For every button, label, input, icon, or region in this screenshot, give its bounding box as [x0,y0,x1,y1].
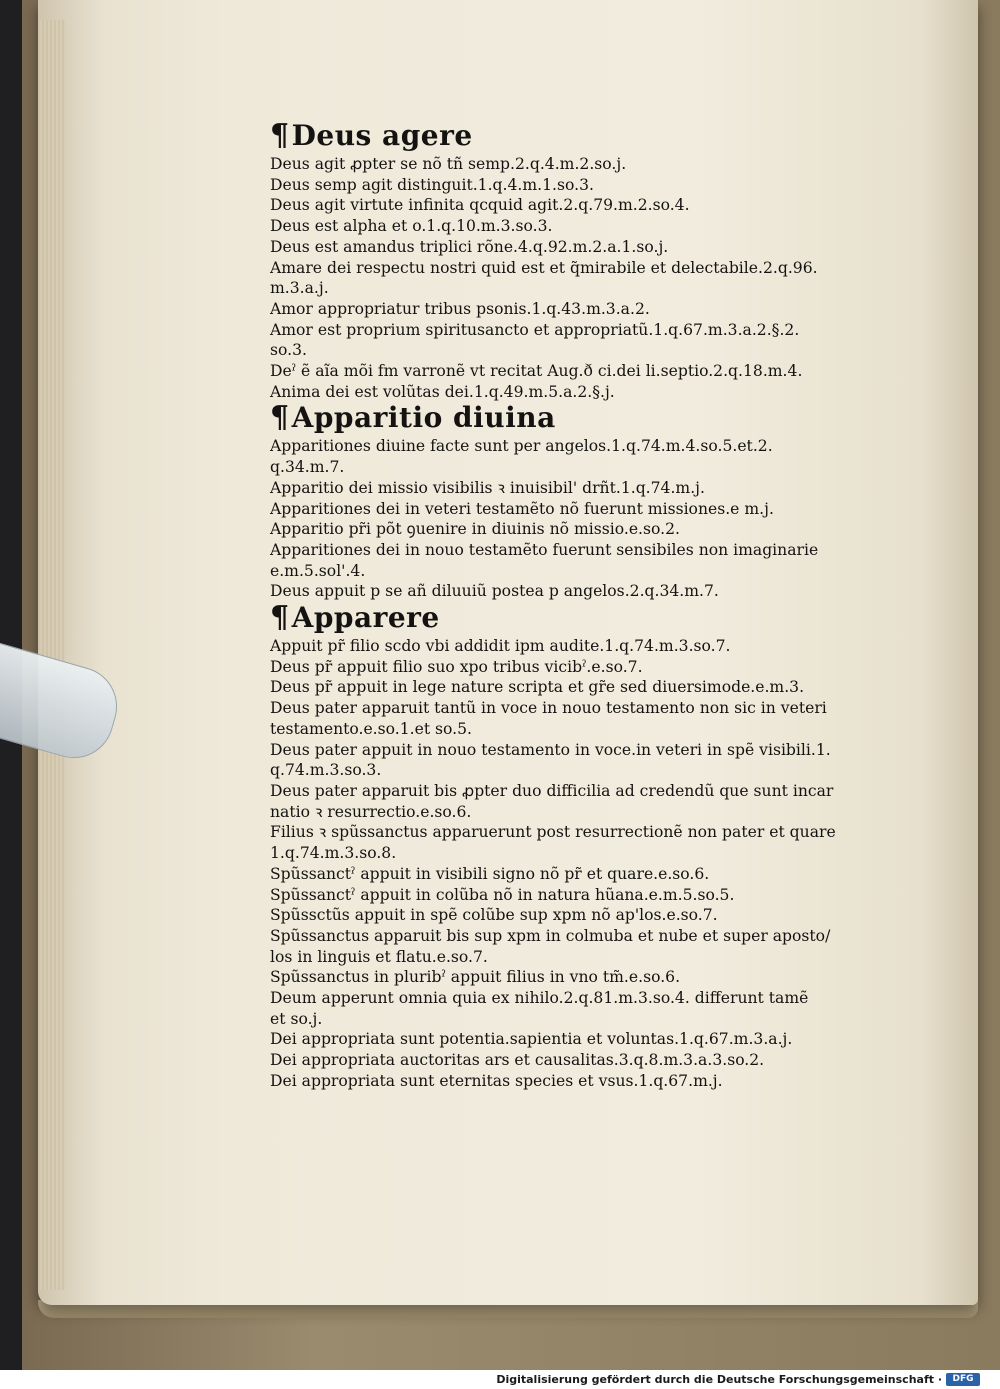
index-entry-line: Deus appuit p se añ diluuiũ postea p angelos.2.q.34.m.7. [270,582,719,601]
footer-bar [0,1370,1000,1389]
index-entry-line: Apparitiones dei in nouo testamẽto fuerunt sensibiles non imaginarie [270,540,819,559]
section-heading [270,602,910,634]
index-entry-line: Deus pr̃ appuit filio suo xpo tribus vicibˀ.e.so.7. [270,657,643,676]
index-entry-line: q.34.m.7. [270,458,345,477]
index-entry-line: Anima dei est volũtas dei.1.q.49.m.5.a.2.§.j. [270,382,615,401]
index-entry-line: Spũssanctus apparuit bis sup xpm in colmuba et nube et super aposto/ [270,926,831,945]
index-entry-line: Spũssanctˀ appuit in visibili signo nõ pr̃ et quare.e.so.6. [270,864,710,883]
section-heading-text: Apparitio diuina [291,401,556,435]
index-entry-line: Apparitiones dei in veteri testamẽto nõ fuerunt missiones.e m.j. [270,499,774,518]
pilcrow-icon: ¶ [270,118,290,153]
index-entry-line: Deˀ ẽ aĩa mõi fm varronẽ vt recitat Aug.ð ci.dei li.septio.2.q.18.m.4. [270,362,803,381]
index-entry-line: Deus est alpha et o.1.q.10.m.3.so.3. [270,217,553,236]
index-entry-line: Apparitio pr̃i põt ꝯuenire in diuinis nõ missio.e.so.2. [270,520,680,539]
index-entry-line: e.m.5.sol'.4. [270,561,366,580]
pilcrow-icon: ¶ [270,600,290,636]
index-entry-line: Apparitiones diuine facte sunt per angelos.1.q.74.m.4.so.5.et.2. [270,437,773,456]
index-entry-line: natio ꝛ resurrectio.e.so.6. [270,802,472,821]
index-entry-line: Deus semp agit distinguit.1.q.4.m.1.so.3. [270,175,594,194]
index-entry-line: 1.q.74.m.3.so.8. [270,844,397,863]
index-entry-line: q.74.m.3.so.3. [270,761,382,780]
index-entry-line: Apparitio dei missio visibilis ꝛ inuisibil' drñt.1.q.74.m.j. [270,478,705,497]
index-entry-line: Deus est amandus triplici rõne.4.q.92.m.2.a.1.so.j. [270,237,669,256]
index-entry-line: Amor appropriatur tribus psonis.1.q.43.m.3.a.2. [270,299,650,318]
index-entry-line: Filius ꝛ spũssanctus apparuerunt post resurrectionẽ non pater et quare [270,823,836,842]
index-entry-line: et so.j. [270,1009,323,1028]
index-entry-line: Appuit pr̃ filio scdo vbi addidit ipm audite.1.q.74.m.3.so.7. [270,637,731,656]
pilcrow-icon: ¶ [270,400,290,436]
index-entry-line: so.3. [270,341,307,360]
index-entry-line: Spũssanctˀ appuit in colũba nõ in natura hũana.e.m.5.so.5. [270,885,735,904]
index-entry-line: Spũssanctus in pluribˀ appuit filius in vno tm̃.e.so.6. [270,968,681,987]
page-text [270,120,910,1092]
index-entry-line: Deum apperunt omnia quia ex nihilo.2.q.81.m.3.so.4. differunt tamẽ [270,989,809,1008]
index-entry-line: Deus pater apparuit tantũ in voce in nouo testamento non sic in veteri [270,699,827,718]
index-entry-line: Amare dei respectu nostri quid est et q̃mirabile et delectabile.2.q.96. [270,258,818,277]
index-entry-line: Spũssctũs appuit in spẽ colũbe sup xpm nõ ap'los.e.so.7. [270,906,718,925]
index-entry-line: testamento.e.so.1.et so.5. [270,719,472,738]
index-entry-line: m.3.a.j. [270,279,329,298]
index-entry-line: Dei appropriata auctoritas ars et causalitas.3.q.8.m.3.a.3.so.2. [270,1051,765,1070]
section-heading [270,402,910,434]
index-entry-line: los in linguis et flatu.e.so.7. [270,947,488,966]
index-entry-line: Deus pr̃ appuit in lege nature scripta et gr̃e sed diuersimode.e.m.3. [270,678,805,697]
index-entry-line: Deus pater apparuit bis ꝓpter duo difficilia ad credendũ que sunt incar [270,781,834,800]
index-entry-line: Deus pater appuit in nouo testamento in voce.in veteri in spẽ visibili.1. [270,740,831,759]
section-heading [270,120,910,152]
index-entry-line: Deus agit virtute infinita qcquid agit.2.q.79.m.2.so.4. [270,196,690,215]
section-heading-text: Apparere [291,601,440,635]
section-heading-text: Deus agere [291,119,473,152]
dfg-logo: DFG [946,1373,980,1386]
index-entry-line: Dei appropriata sunt eternitas species et vsus.1.q.67.m.j. [270,1071,723,1090]
index-entry-line: Amor est proprium spiritusancto et appropriatũ.1.q.67.m.3.a.2.§.2. [270,320,800,339]
index-entry-line: Deus agit ꝓpter se nõ tñ semp.2.q.4.m.2.so.j. [270,155,627,173]
index-entry-line: Dei appropriata sunt potentia.sapientia et voluntas.1.q.67.m.3.a.j. [270,1030,793,1049]
footer-credit: Digitalisierung gefördert durch die Deutsche Forschungsgemeinschaft · [496,1373,942,1386]
